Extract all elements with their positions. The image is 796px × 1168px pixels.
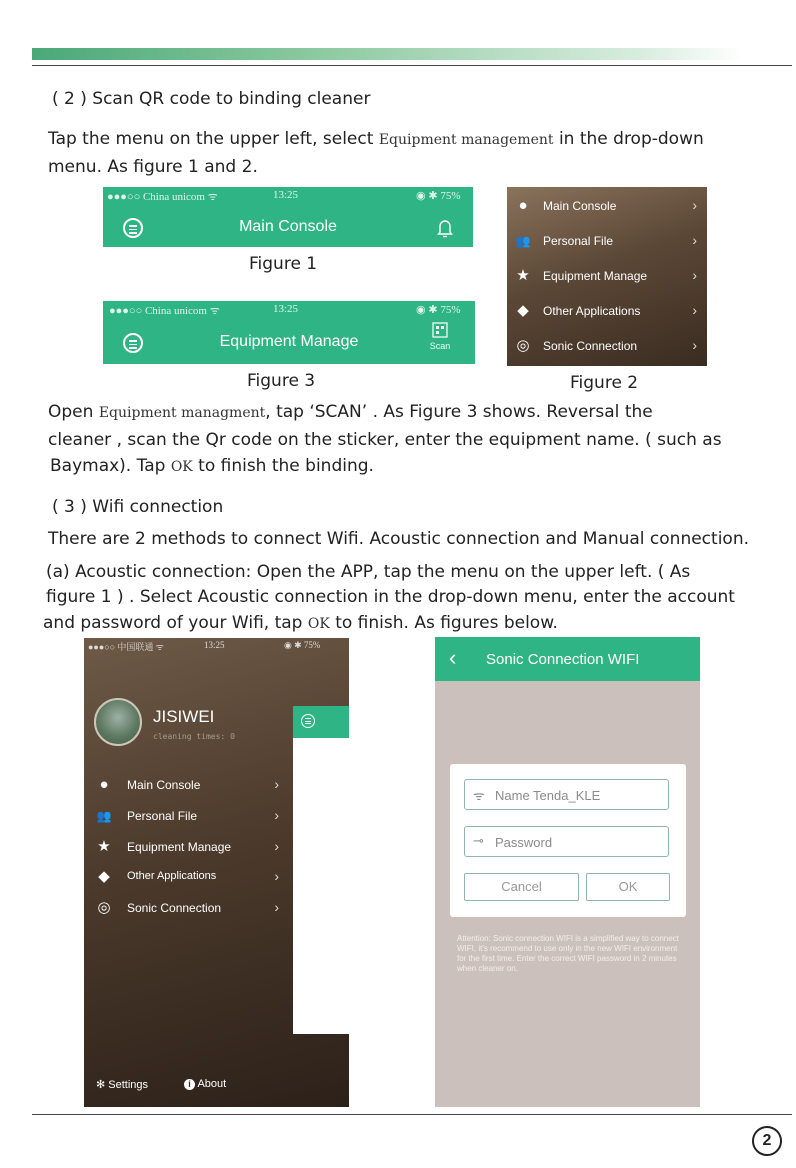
chevron-right-icon: ›	[692, 267, 697, 283]
menu-item-equipment-manage[interactable]	[507, 259, 707, 294]
key-icon: ⊸	[473, 833, 484, 848]
menu-item-label: Other Applications	[127, 870, 217, 882]
status-battery: ◉ ✱ 75%	[284, 640, 321, 650]
wifi-form-card	[450, 764, 686, 917]
text-span: and password of your Wifi, tap	[43, 613, 308, 633]
info-icon: i	[184, 1079, 195, 1090]
sonic-icon: ◎	[516, 337, 530, 354]
settings-link[interactable]	[96, 1078, 148, 1091]
menu-item-other-applications[interactable]	[84, 860, 289, 895]
code-span: OK	[170, 459, 193, 475]
wifi-icon: ᯤ	[473, 788, 485, 803]
menu-item-main-console[interactable]	[84, 768, 289, 803]
menu-item-sonic-connection[interactable]	[507, 329, 707, 364]
status-time: 13:25	[273, 303, 299, 315]
status-time: 13:25	[204, 640, 225, 650]
menu-item-label: Equipment Manage	[543, 269, 648, 283]
menu-item-main-console[interactable]	[507, 189, 707, 224]
figure-1-caption: Figure 1	[249, 254, 318, 274]
about-link[interactable]	[184, 1078, 226, 1090]
phone-right-screenshot	[435, 637, 700, 1107]
ok-button[interactable]: OK	[586, 873, 670, 901]
console-icon: ●	[518, 197, 528, 214]
header-gradient-bar	[32, 48, 744, 60]
acoustic-paragraph-line3	[43, 613, 558, 633]
status-battery: ◉ ✱ 75%	[416, 190, 461, 202]
menu-item-label: Sonic Connection	[127, 901, 222, 915]
code-span: Equipment management	[378, 132, 554, 148]
status-carrier: ●●●○○ 中国联通 ᯤ	[88, 642, 164, 652]
figure-2-caption: Figure 2	[570, 373, 639, 393]
menu-icon[interactable]	[301, 714, 315, 728]
section-2-paragraph-line1	[48, 129, 704, 149]
acoustic-paragraph-line2: figure 1 ) . Select Acoustic connection in the drop-down menu, enter the account	[46, 587, 735, 607]
figure-3-app-header	[103, 301, 475, 364]
gear-icon: ✻	[96, 1079, 109, 1091]
cube-icon: ◆	[98, 868, 110, 885]
menu-item-sonic-connection[interactable]	[84, 891, 289, 926]
chevron-right-icon: ›	[692, 232, 697, 248]
page-number: 2	[752, 1126, 782, 1156]
chevron-right-icon: ›	[274, 807, 279, 823]
menu-item-personal-file[interactable]	[84, 799, 289, 834]
back-arrow-icon[interactable]: ‹	[449, 645, 457, 670]
user-cleaning-times: cleaning times: 0	[153, 732, 235, 741]
bell-icon[interactable]	[437, 218, 453, 238]
chevron-right-icon: ›	[274, 899, 279, 915]
chevron-right-icon: ›	[274, 868, 279, 884]
star-icon: ★	[97, 838, 111, 855]
figure-3-caption: Figure 3	[247, 371, 316, 391]
avatar[interactable]	[94, 698, 142, 746]
open-paragraph-line2: cleaner , scan the Qr code on the sticker, enter the equipment name. ( such as	[48, 430, 722, 450]
text-span: in the drop-down	[553, 129, 704, 149]
menu-item-label: Other Applications	[543, 304, 641, 318]
star-icon: ★	[516, 267, 530, 284]
user-name: JISIWEI	[153, 707, 215, 726]
chevron-right-icon: ›	[692, 337, 697, 353]
console-icon: ●	[99, 776, 109, 793]
status-time: 13:25	[273, 189, 299, 201]
cancel-button[interactable]: Cancel	[464, 873, 579, 901]
status-battery: ◉ ✱ 75%	[416, 304, 461, 316]
figure-1-app-header	[103, 187, 473, 247]
text-span: to finish the binding.	[192, 456, 374, 476]
scan-button[interactable]	[421, 322, 459, 360]
wifi-name-value: Name Tenda_KLE	[495, 788, 601, 803]
menu-item-label: Equipment Manage	[127, 840, 232, 854]
section-2-paragraph-line2: menu. As figure 1 and 2.	[48, 157, 258, 177]
app-title: Main Console	[239, 218, 337, 235]
about-label: About	[197, 1078, 227, 1090]
settings-label: Settings	[108, 1079, 149, 1091]
main-panel-header	[293, 706, 349, 738]
wifi-name-field[interactable]	[464, 779, 669, 810]
text-span: to finish. As figures below.	[329, 613, 558, 633]
screen-title: Sonic Connection WIFI	[486, 651, 640, 668]
main-panel-body	[293, 738, 349, 1034]
chevron-right-icon: ›	[692, 302, 697, 318]
menu-item-label: Main Console	[543, 199, 617, 213]
figure-2-menu	[507, 187, 707, 366]
section-3-heading: ( 3 ) Wifi connection	[52, 497, 224, 517]
footer-rule	[32, 1114, 792, 1115]
text-span: Baymax). Tap	[50, 456, 171, 476]
cube-icon: ◆	[517, 302, 529, 319]
menu-item-label: Personal File	[127, 809, 198, 823]
wifi-password-field[interactable]	[464, 826, 669, 857]
wifi-screen-header	[435, 637, 700, 681]
chevron-right-icon: ›	[274, 776, 279, 792]
chevron-right-icon: ›	[274, 838, 279, 854]
phone-left-screenshot	[84, 638, 349, 1107]
menu-item-label: Main Console	[127, 778, 201, 792]
status-carrier: ●●●○○ China unicom ᯤ	[109, 305, 220, 317]
code-span: Equipment managment	[98, 405, 266, 421]
password-placeholder: Password	[495, 835, 553, 850]
acoustic-paragraph-line1: (a) Acoustic connection: Open the APP, tap the menu on the upper left. ( As	[46, 562, 691, 582]
menu-item-label: Sonic Connection	[543, 339, 638, 353]
menu-item-label: Personal File	[543, 234, 614, 248]
text-span: , tap ‘SCAN’ . As Figure 3 shows. Reversal the	[265, 402, 653, 422]
section-2-heading: ( 2 ) Scan QR code to binding cleaner	[52, 89, 371, 109]
status-carrier: ●●●○○ China unicom ᯤ	[107, 191, 218, 203]
open-paragraph-line3	[50, 456, 374, 476]
text-span: Tap the menu on the upper left, select	[48, 129, 379, 149]
attention-note: Attention: Sonic connection WIFI is a simplified way to connect WIFI, it's recommend to use only in the new WIFI environment for the first time. Enter the correct WIFI password in 2 minutes when cleaner on.	[457, 934, 679, 973]
open-paragraph-line1	[48, 402, 653, 422]
menu-item-other-applications[interactable]	[507, 294, 707, 329]
section-3-paragraph: There are 2 methods to connect Wifi. Acoustic connection and Manual connection.	[48, 529, 749, 549]
app-title: Equipment Manage	[219, 333, 359, 350]
people-icon: 👥	[515, 234, 531, 248]
sonic-icon: ◎	[97, 899, 111, 916]
people-icon: 👥	[96, 809, 112, 823]
code-span: OK	[307, 616, 330, 632]
menu-item-personal-file[interactable]	[507, 224, 707, 259]
qr-scan-icon	[432, 322, 448, 338]
scan-label: Scan	[429, 341, 451, 351]
chevron-right-icon: ›	[692, 197, 697, 213]
text-span: Open	[48, 402, 99, 422]
header-rule	[32, 65, 792, 66]
